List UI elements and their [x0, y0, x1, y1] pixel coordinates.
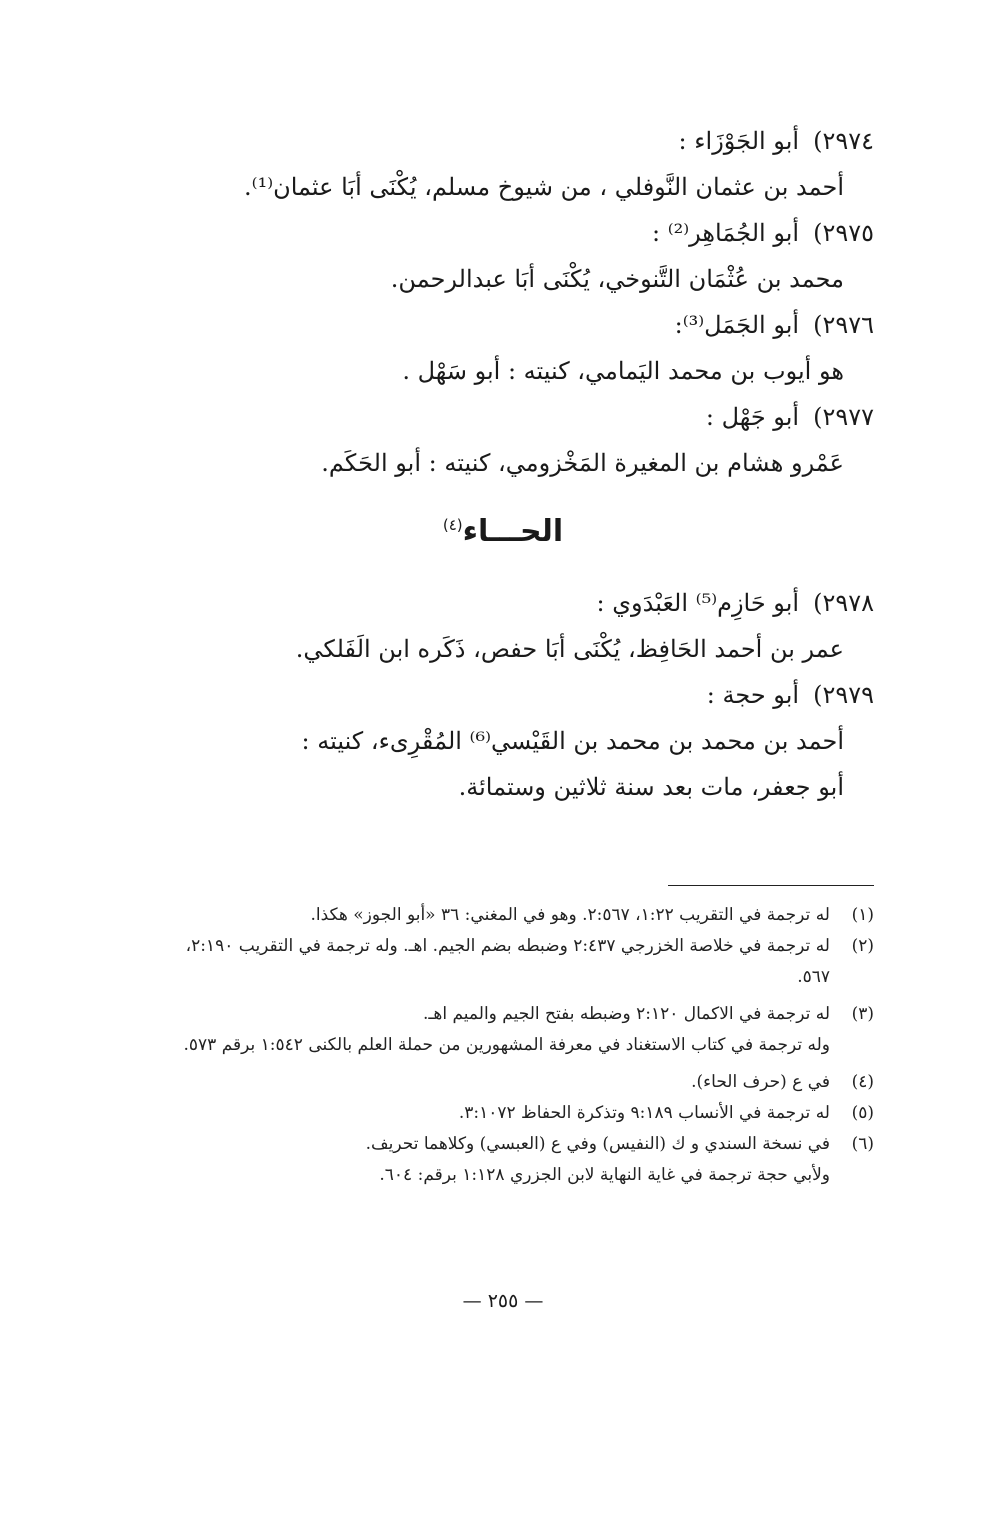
entry-2976 [154, 302, 874, 394]
entry-heading [154, 118, 874, 164]
footnote-line: له ترجمة في الأنساب ٩:١٨٩ وتذكرة الحفاظ ٣:١٠٧٢. [458, 1103, 830, 1123]
footnote-line: له ترجمة في الاكمال ٢:١٢٠ وضبطه بفتح الجيم والميم اهـ. [423, 1004, 830, 1024]
entry-2978 [154, 580, 874, 672]
entry-title: أبو حَازِم⁽⁵⁾ العَبْدَوي : [596, 589, 800, 617]
footnote-line: وله ترجمة في كتاب الاستغناد في معرفة المشهورين من حملة العلم بالكنى ١:٥٤٢ برقم ٥٧٣. [183, 1035, 830, 1055]
footnote-number: (١) [851, 905, 874, 925]
entry-title: أبو الجُمَاهِر⁽²⁾ : [652, 219, 800, 247]
entry-text: محمد بن عُثْمَان التَّنوخي، يُكْنَى أبَا عبدالرحمن. [390, 265, 844, 293]
footnote-text [162, 1098, 830, 1129]
footnotes-block [162, 900, 874, 1191]
entry-text: عمر بن أحمد الحَافِظ، يُكْنَى أبَا حفص، ذَكَره ابن الَفَلكي. [295, 635, 844, 663]
footnote-divider [668, 885, 874, 886]
footnote-text [162, 931, 830, 993]
entry-heading [154, 210, 874, 256]
entry-heading [154, 302, 874, 348]
entry-text: هو أيوب بن محمد اليَمامي، كنيته : أبو سَهْل . [402, 357, 844, 385]
entry-text: عَمْرو هشام بن المغيرة المَخْزومي، كنيته : أبو الحَكَم. [321, 449, 844, 477]
entry-title: أبو جَهْل : [705, 403, 800, 431]
entry-title: أبو الجَمَل⁽³⁾: [674, 311, 800, 339]
entry-text-continued: أبو جعفر، مات بعد سنة ثلاثين وستمائة. [458, 773, 844, 801]
footnote-number: (٢) [851, 936, 874, 956]
entries-block [154, 118, 874, 486]
footnote-number: (٥) [851, 1103, 874, 1123]
entry-text: أحمد بن محمد بن محمد بن القَيْسي⁽⁶⁾ المُقْرِىء، كنيته : [301, 727, 844, 755]
footnote-line: في نسخة السندي و ك (النفيس) وفي ع (العبسي) وكلاهما تحريف. [365, 1134, 830, 1154]
footnote-line: له ترجمة في التقريب ١:٢٢، ٢:٥٦٧. وهو في المغني: ٣٦ «أبو الجوز» هكذا. [310, 905, 830, 925]
section-footnote-ref: (٤) [442, 516, 463, 534]
footnote-number: (٣) [851, 1004, 874, 1024]
entry-title: أبو الجَوْزَاء : [678, 127, 800, 155]
page-number: — ٢٥٥ — [462, 1290, 544, 1312]
footnote-number: (٤) [851, 1072, 874, 1092]
entry-heading [154, 394, 874, 440]
footnote-4 [162, 1067, 874, 1098]
entry-title: أبو حجة : [706, 681, 800, 709]
entry-number: ٢٩٧٥) [813, 219, 874, 247]
entry-number: ٢٩٧٦) [813, 311, 874, 339]
entries-block-haa [154, 580, 874, 810]
footnote-2 [162, 931, 874, 993]
footnote-1 [162, 900, 874, 931]
entry-number: ٢٩٧٩) [813, 681, 874, 709]
footnote-text [162, 1067, 830, 1098]
footnote-text [162, 900, 830, 931]
entry-2974 [154, 118, 874, 210]
footnote-text [162, 999, 830, 1061]
entry-heading [154, 580, 874, 626]
footnote-line: له ترجمة في خلاصة الخزرجي ٢:٤٣٧ وضبطه بضم الجيم. اهـ. وله ترجمة في التقريب ٢:١٩٠، ٥٦٧. [185, 936, 830, 987]
entry-number: ٢٩٧٤) [813, 127, 874, 155]
entry-2977 [154, 394, 874, 486]
footnote-number: (٦) [851, 1134, 874, 1154]
entry-number: ٢٩٧٧) [813, 403, 874, 431]
entry-2979 [154, 672, 874, 810]
entry-text: أحمد بن عثمان النَّوفلي ، من شيوخ مسلم، يُكْنَى أبَا عثمان⁽¹⁾. [244, 173, 844, 201]
entry-2975 [154, 210, 874, 302]
footnote-6 [162, 1129, 874, 1191]
footnote-line: ولأبي حجة ترجمة في غاية النهاية لابن الجزري ١:١٢٨ برقم: ٦٠٤. [379, 1165, 830, 1185]
footnote-line: في ع (حرف الحاء). [691, 1072, 830, 1092]
entry-number: ٢٩٧٨) [813, 589, 874, 617]
section-title: الحـــاء [462, 514, 564, 549]
footnote-text [162, 1129, 830, 1191]
footnote-5 [162, 1098, 874, 1129]
section-heading-haa [0, 512, 1006, 552]
entry-heading [154, 672, 874, 718]
footnote-3 [162, 999, 874, 1061]
